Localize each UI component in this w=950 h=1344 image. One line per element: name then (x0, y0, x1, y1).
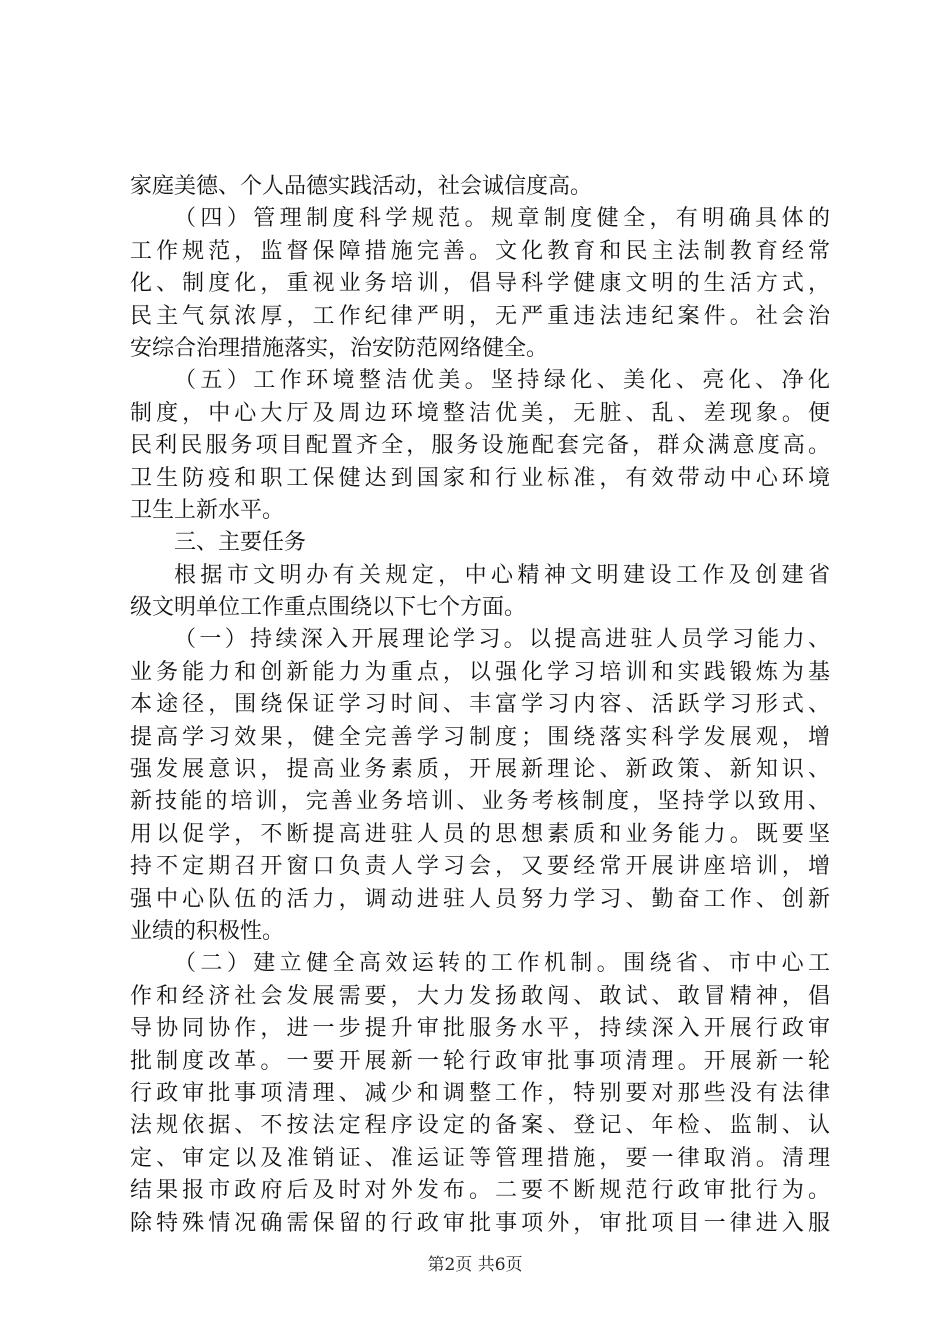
text-line: 提高学习效果，健全完善学习制度；围绕落实科学发展观，增 (130, 724, 830, 750)
text-line: 结果报市政府后及时对外发布。二要不断规范行政审批行为。 (130, 1178, 830, 1204)
text-line: 级文明单位工作重点围绕以下七个方面。 (130, 595, 527, 621)
text-line: 定、审定以及准销证、准运证等管理措施，要一律取消。清理 (130, 1145, 830, 1171)
text-line: 本途径，围绕保证学习时间、丰富学习内容、活跃学习形式、 (130, 692, 830, 718)
text-line: 用以促学，不断提高进驻人员的思想素质和业务能力。既要坚 (130, 821, 830, 847)
text-line: 卫生防疫和职工保健达到国家和行业标准，有效带动中心环境 (130, 465, 830, 491)
text-line: 工作规范，监督保障措施完善。文化教育和民主法制教育经常 (130, 238, 830, 264)
text-line: 三、主要任务 (174, 530, 307, 556)
text-line: 导协同协作，进一步提升审批服务水平，持续深入开展行政审 (130, 1016, 830, 1042)
text-line: 家庭美德、个人品德实践活动，社会诚信度高。 (130, 174, 593, 199)
text-line: 民利民服务项目配置齐全，服务设施配套完备，群众满意度高。 (130, 433, 830, 459)
text-line: 化、制度化，重视业务培训，倡导科学健康文明的生活方式， (130, 271, 830, 297)
text-line: 业务能力和创新能力为重点，以强化学习培训和实践锻炼为基 (130, 659, 830, 685)
text-line: 除特殊情况确需保留的行政审批事项外，审批项目一律进入服 (130, 1210, 830, 1236)
text-line: 新技能的培训，完善业务培训、业务考核制度，坚持学以致用、 (130, 789, 830, 815)
text-line: 持不定期召开窗口负责人学习会，又要经常开展讲座培训，增 (130, 854, 830, 880)
text-line: （一）持续深入开展理论学习。以提高进驻人员学习能力、 (174, 627, 830, 653)
text-line: 民主气氛浓厚，工作纪律严明，无严重违法违纪案件。社会治 (130, 303, 830, 329)
text-line: （四）管理制度科学规范。规章制度健全，有明确具体的 (174, 206, 830, 232)
text-line: 根据市文明办有关规定，中心精神文明建设工作及创建省 (174, 562, 830, 588)
text-line: 卫生上新水平。 (130, 497, 285, 523)
document-body (130, 171, 830, 1240)
text-line: 业绩的积极性。 (130, 918, 285, 944)
text-line: 安综合治理措施落实，治安防范网络健全。 (130, 335, 549, 361)
page-footer: 第2页 共6页 (427, 1255, 523, 1275)
text-line: 作和经济社会发展需要，大力发扬敢闯、敢试、敢冒精神，倡 (130, 983, 830, 1009)
text-line: （二）建立健全高效运转的工作机制。围绕省、市中心工 (174, 951, 830, 977)
text-line: 强发展意识，提高业务素质，开展新理论、新政策、新知识、 (130, 757, 830, 783)
text-line: 行政审批事项清理、减少和调整工作，特别要对那些没有法律 (130, 1080, 830, 1106)
text-line: 批制度改革。一要开展新一轮行政审批事项清理。开展新一轮 (130, 1048, 830, 1074)
text-line: 法规依据、不按法定程序设定的备案、登记、年检、监制、认 (130, 1113, 830, 1139)
text-line: 制度，中心大厅及周边环境整洁优美，无脏、乱、差现象。便 (130, 400, 830, 426)
text-line: （五）工作环境整洁优美。坚持绿化、美化、亮化、净化 (174, 368, 830, 394)
text-line: 强中心队伍的活力，调动进驻人员努力学习、勤奋工作、创新 (130, 886, 830, 912)
